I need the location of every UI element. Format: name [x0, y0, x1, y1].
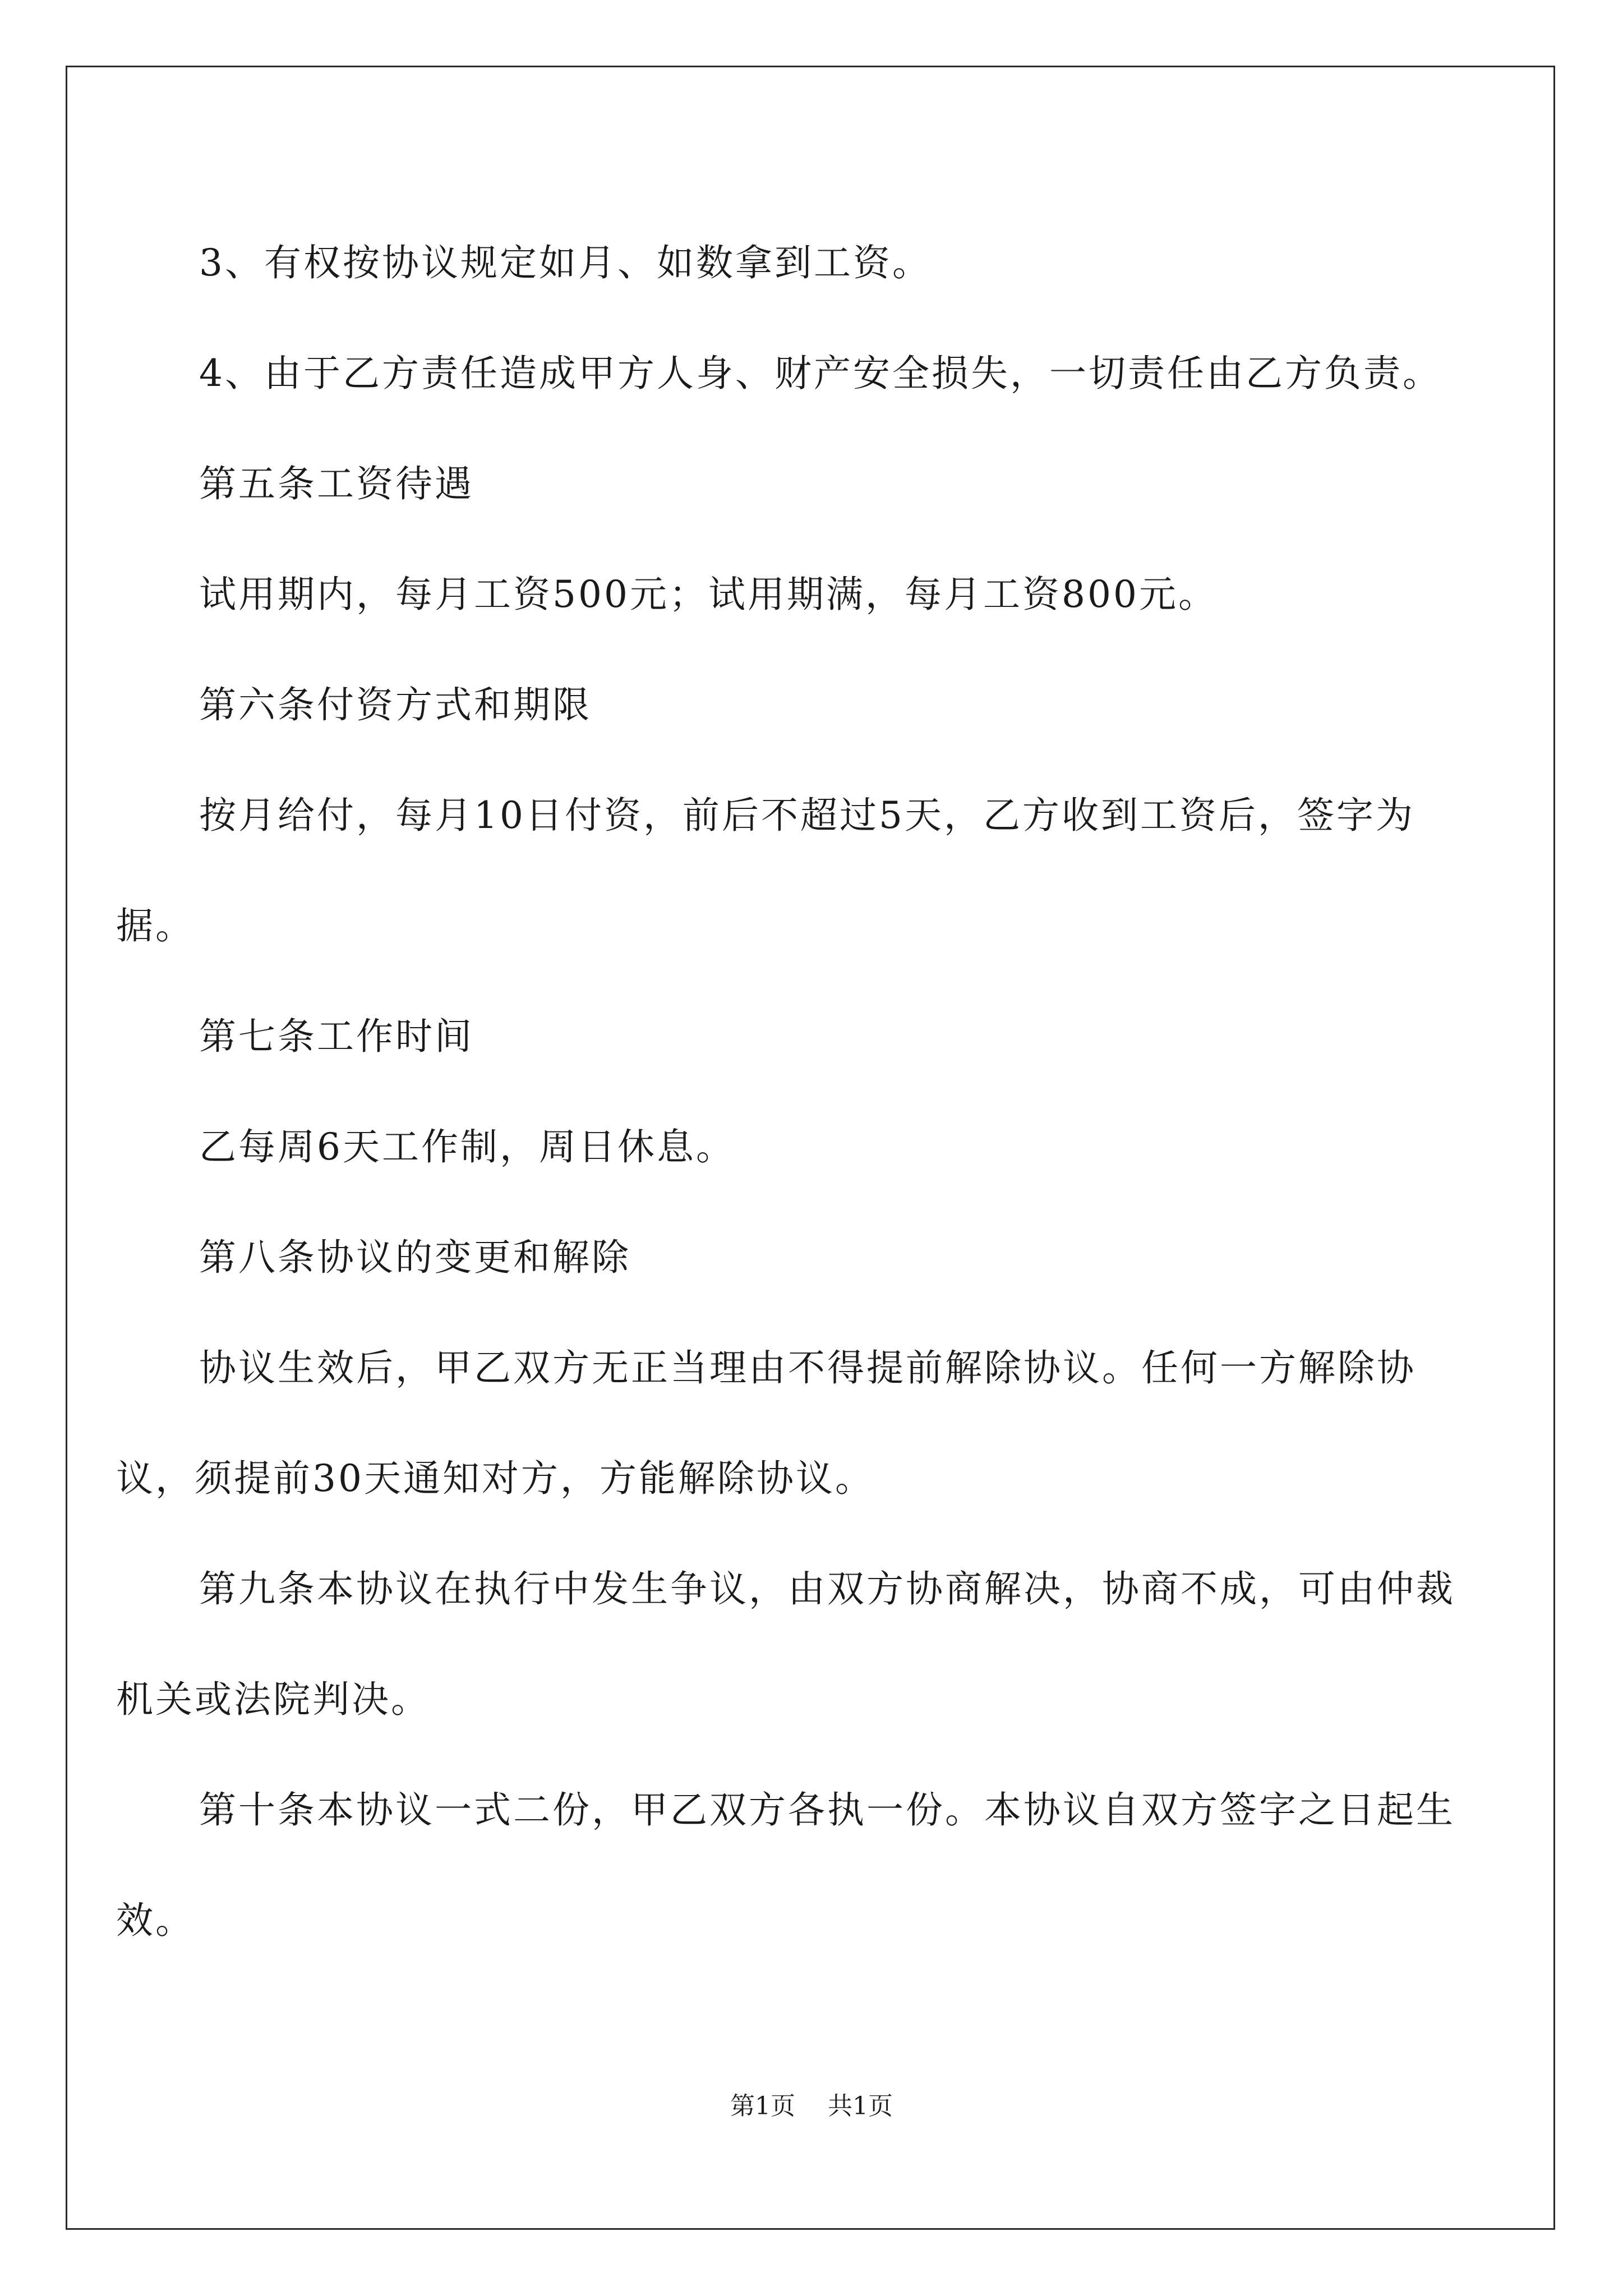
- paragraph: 第十条本协议一式二份，甲乙双方各执一份。本协议自双方签字之日起生效。: [116, 1788, 1455, 1942]
- page-footer: [0, 2090, 1623, 2123]
- page-total: 共1页: [828, 2092, 893, 2120]
- page-number: 第1页: [730, 2092, 795, 2120]
- section-heading: 第五条工资待遇: [199, 462, 474, 505]
- paragraph: 3、有权按协议规定如月、如数拿到工资。: [199, 241, 932, 284]
- paragraph: 按月给付，每月10日付资，前后不超过5天，乙方收到工资后，签字为据。: [116, 794, 1415, 947]
- section-heading: 第七条工作时间: [199, 1015, 474, 1058]
- paragraph: 协议生效后，甲乙双方无正当理由不得提前解除协议。任何一方解除协议，须提前30天通知对方，方能解除协议。: [116, 1346, 1416, 1500]
- paragraph: 第九条本协议在执行中发生争议，由双方协商解决，协商不成，可由仲裁机关或法院判决。: [116, 1567, 1455, 1721]
- section-heading: 第六条付资方式和期限: [199, 683, 592, 726]
- section-heading: 第八条协议的变更和解除: [199, 1236, 631, 1279]
- document-body: [116, 208, 1467, 1976]
- paragraph: 4、由于乙方责任造成甲方人身、财产安全损失，一切责任由乙方负责。: [199, 352, 1442, 395]
- paragraph: 试用期内，每月工资500元；试用期满，每月工资800元。: [199, 573, 1218, 616]
- paragraph: 乙每周6天工作制，周日休息。: [199, 1125, 735, 1168]
